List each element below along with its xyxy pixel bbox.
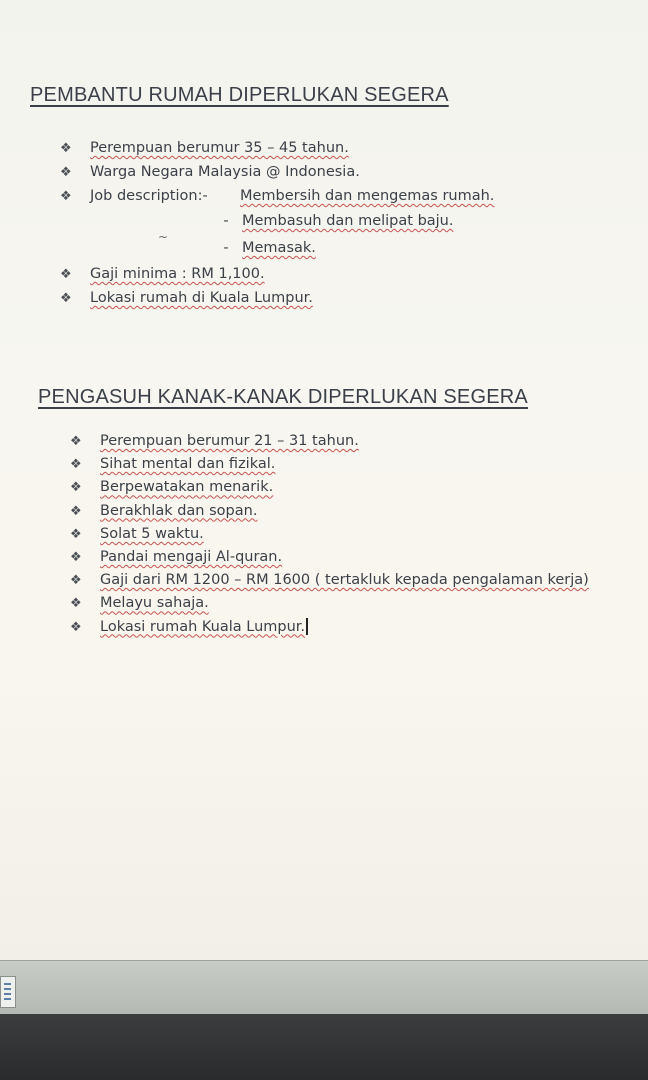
item-text: Sihat mental dan fizikal. (100, 456, 276, 473)
list-item (70, 546, 589, 569)
list-item (60, 160, 494, 184)
list-item (70, 476, 589, 499)
diamond-bullet-icon: ❖ (70, 619, 82, 635)
monitor-bezel (0, 1014, 648, 1080)
item-text: Gaji minima : RM 1,100. (90, 266, 265, 282)
diamond-bullet-icon: ❖ (70, 573, 82, 589)
list-sub-item (60, 235, 494, 262)
diamond-bullet-icon: ❖ (70, 596, 82, 612)
document-icon[interactable] (0, 976, 16, 1008)
list-item (70, 523, 589, 546)
list-item (70, 500, 589, 523)
text-cursor (306, 618, 308, 635)
diamond-bullet-icon: ❖ (60, 189, 72, 204)
stray-mark: ~ (158, 230, 169, 244)
item-text: Perempuan berumur 21 – 31 tahun. (100, 433, 359, 449)
diamond-bullet-icon: ❖ (70, 549, 82, 565)
list-item (60, 262, 494, 286)
section-title-domestic-helper: PEMBANTU RUMAH DIPERLUKAN SEGERA (30, 84, 449, 106)
list-item (70, 430, 589, 453)
item-text: Lokasi rumah Kuala Lumpur. (100, 618, 306, 635)
item-text: Perempuan berumur 35 – 45 tahun. (90, 140, 349, 156)
item-text: Pandai mengaji Al-quran. (100, 548, 283, 565)
childminder-requirements-list (70, 430, 589, 639)
list-item-job-description (60, 184, 494, 208)
dash-bullet: - (223, 213, 229, 229)
list-item (70, 616, 589, 639)
item-text: Solat 5 waktu. (100, 525, 204, 542)
item-text: Gaji dari RM 1200 – RM 1600 ( tertakluk kepada pengalaman kerja) (100, 572, 589, 589)
section-title-childminder: PENGASUH KANAK-KANAK DIPERLUKAN SEGERA (38, 386, 528, 408)
window-status-strip (0, 960, 648, 1015)
item-text: Lokasi rumah di Kuala Lumpur. (90, 290, 313, 306)
diamond-bullet-icon: ❖ (60, 291, 72, 306)
diamond-bullet-icon: ❖ (60, 141, 72, 156)
diamond-bullet-icon: ❖ (60, 267, 72, 282)
diamond-bullet-icon: ❖ (60, 165, 72, 180)
list-sub-item (60, 208, 494, 235)
item-text: Melayu sahaja. (100, 595, 209, 612)
item-text: Warga Negara Malaysia @ Indonesia. (90, 164, 360, 180)
list-item (70, 592, 589, 615)
list-item (70, 569, 589, 592)
list-item (60, 136, 494, 160)
list-item (70, 453, 589, 476)
diamond-bullet-icon: ❖ (70, 503, 82, 519)
item-text: Berpewatakan menarik. (100, 479, 274, 496)
diamond-bullet-icon: ❖ (70, 526, 82, 542)
job-description-label: Job description:- (90, 188, 208, 204)
sub-item-text: Memasak. (242, 240, 316, 256)
diamond-bullet-icon: ❖ (70, 480, 82, 496)
sub-item-text: Membasuh dan melipat baju. (242, 213, 454, 229)
helper-requirements-list (60, 136, 494, 310)
item-text: Membersih dan mengemas rumah. (240, 188, 495, 204)
item-text: Berakhlak dan sopan. (100, 502, 258, 519)
list-item (60, 286, 494, 310)
dash-bullet: - (223, 240, 229, 256)
diamond-bullet-icon: ❖ (70, 434, 82, 449)
diamond-bullet-icon: ❖ (70, 457, 82, 473)
